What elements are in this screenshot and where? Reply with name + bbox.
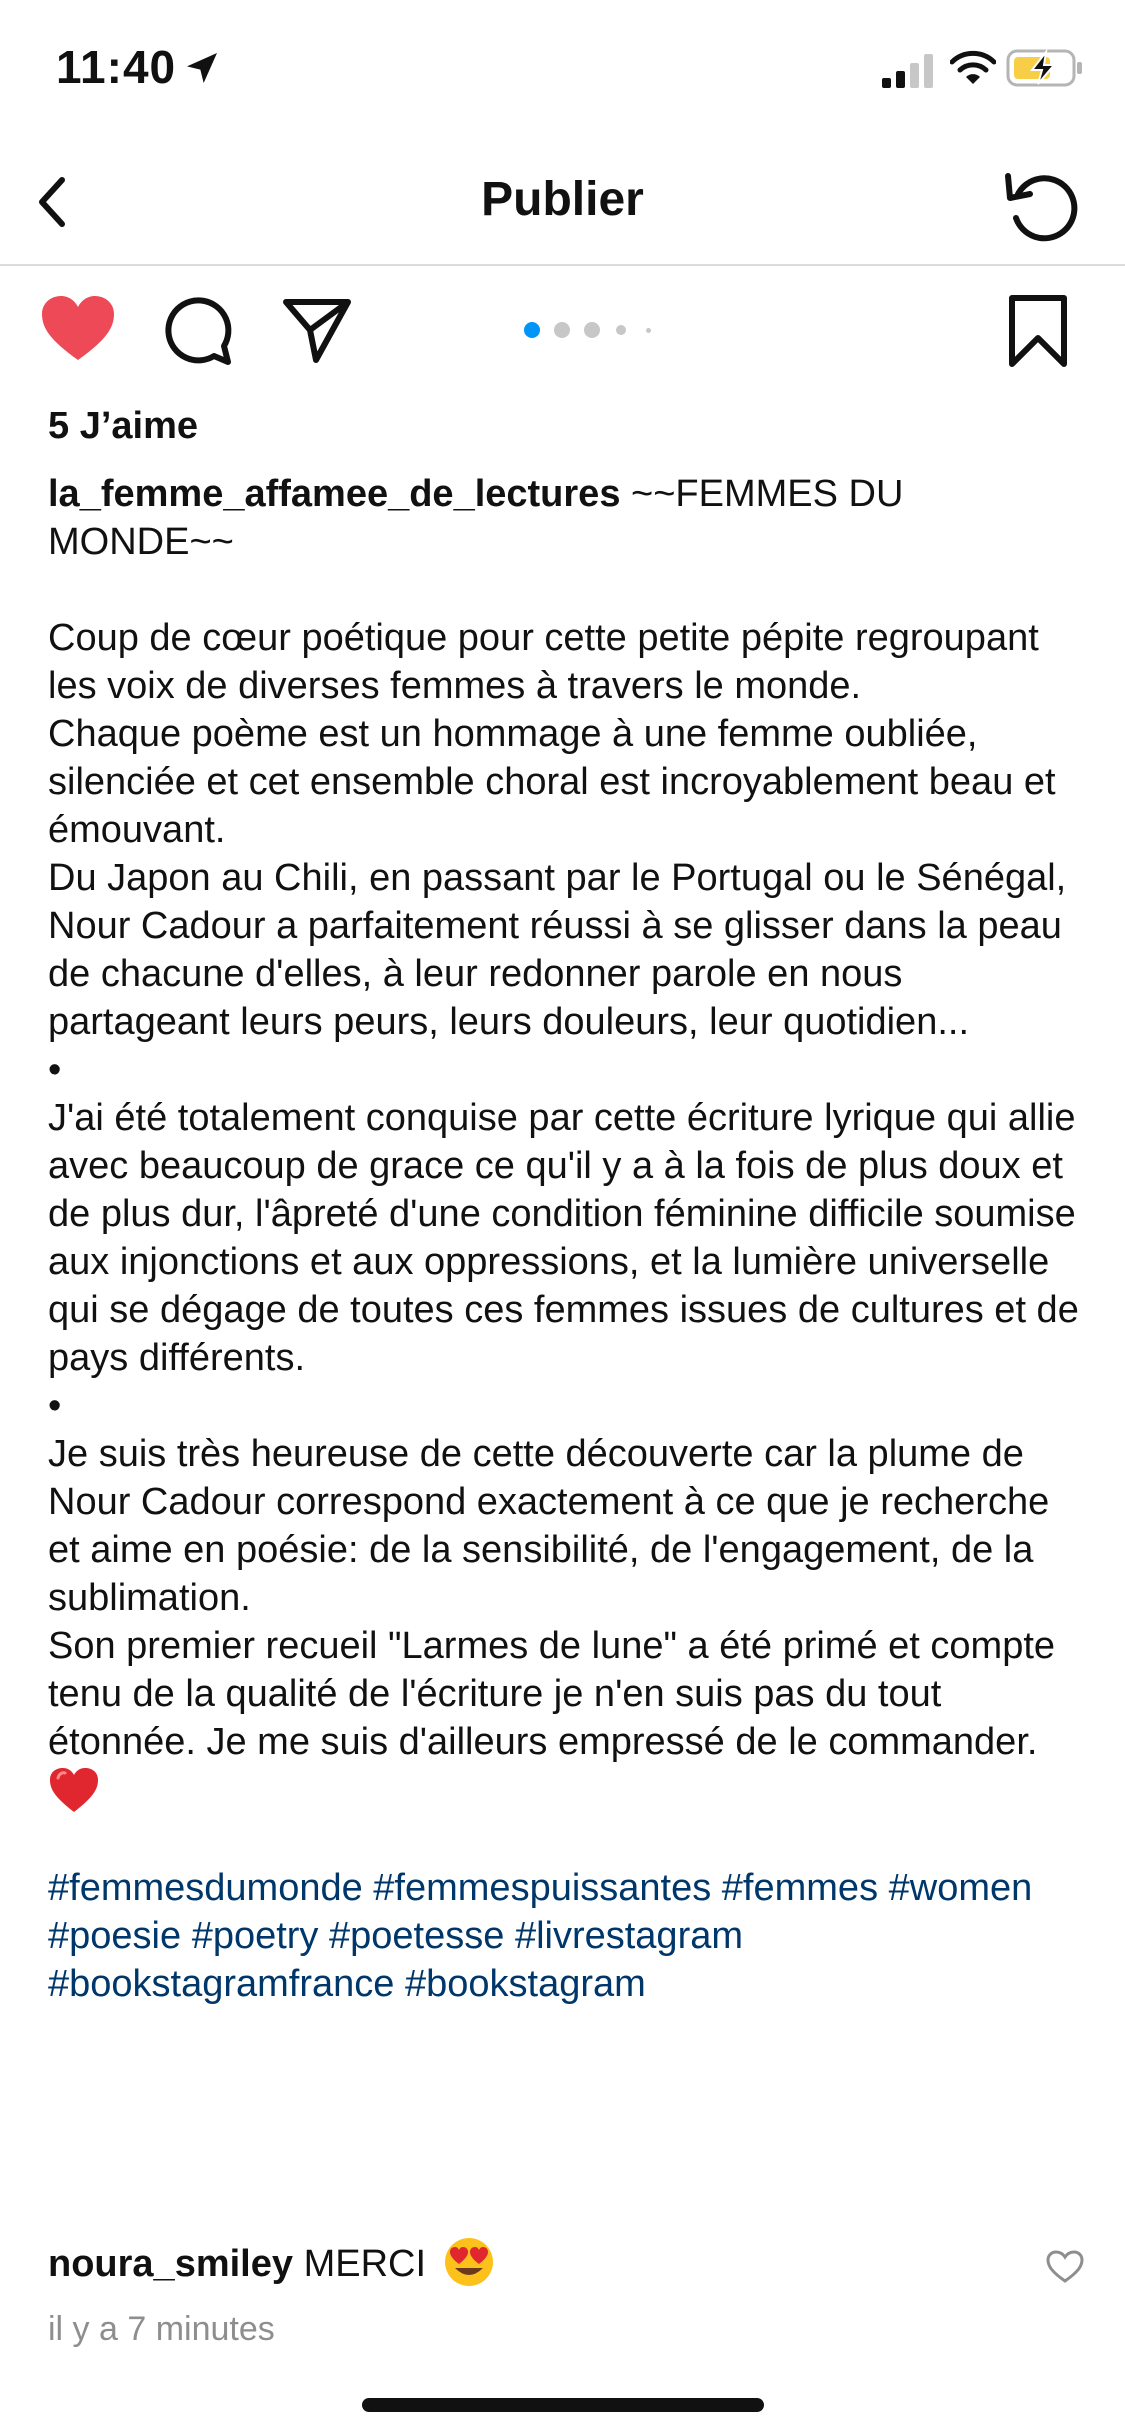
comment-icon[interactable] — [162, 294, 234, 366]
carousel-dot-active — [524, 322, 540, 338]
share-icon[interactable] — [280, 294, 352, 366]
caption-paragraph: Chaque poème est un hommage à une femme oubliée, silenciée et cet ensemble choral est incroyablement beau et émouvant. — [48, 713, 1056, 851]
refresh-button[interactable] — [996, 160, 1086, 250]
caption-paragraph: Coup de cœur poétique pour cette petite pépite regroupant les voix de diverses femmes à travers le monde. — [48, 617, 1039, 707]
bookmark-icon[interactable] — [1006, 294, 1070, 368]
carousel-dot — [554, 322, 570, 338]
post-caption — [48, 470, 1088, 2008]
hashtag-link[interactable]: #bookstagramfrance — [48, 1963, 395, 2005]
caption-title: ~~FEMMES DU MONDE~~ — [48, 473, 904, 563]
hashtag-link[interactable]: #poetry — [191, 1915, 319, 1957]
likes-count[interactable]: 5 J’aime — [48, 405, 198, 447]
caption-spacer — [48, 1816, 1088, 1864]
caption-paragraph: J'ai été totalement conquise par cette écriture lyrique qui allie avec beaucoup de grace ce qu'il y a à la fois de plus doux et de plus dur, l'âpreté d'une condition féminine difficile soumise aux injonctions et aux oppressions, et la lumière universelle qui se dégage de toutes ces femmes issues de cultures et de pays différents. — [48, 1097, 1079, 1379]
caption-paragraph-last — [48, 1622, 1088, 1816]
hashtag-link[interactable]: #bookstagram — [404, 1963, 646, 2005]
home-indicator[interactable] — [362, 2398, 764, 2412]
cellular-signal-icon — [880, 52, 936, 88]
carousel-dot — [616, 325, 626, 335]
comment-timestamp: il y a 7 minutes — [48, 2310, 275, 2348]
hashtag-list — [48, 1864, 1088, 2008]
hashtag-link[interactable]: #poesie — [48, 1915, 182, 1957]
comment-text: MERCI — [303, 2243, 427, 2285]
hashtag-link[interactable]: #femmespuissantes — [373, 1867, 712, 1909]
hashtag-link[interactable]: #femmesdumonde — [48, 1867, 363, 1909]
caption-paragraph-text: Son premier recueil "Larmes de lune" a été primé et compte tenu de la qualité de l'écriture je n'en suis pas du tout étonnée. Je me suis d'ailleurs empressé de le commander. — [48, 1625, 1056, 1763]
hashtag-link[interactable]: #women — [888, 1867, 1033, 1909]
caption-bullet: • — [48, 1385, 62, 1427]
status-bar — [0, 0, 1125, 140]
caption-bullet: • — [48, 1049, 62, 1091]
caption-header — [48, 470, 1088, 566]
carousel-indicator — [520, 320, 660, 340]
comment-username[interactable]: noura_smiley — [48, 2243, 293, 2285]
comment-item — [48, 2236, 495, 2289]
status-time: 11:40 — [56, 41, 177, 93]
heart-eyes-emoji-icon — [443, 2236, 495, 2288]
page-title: Publier — [481, 173, 644, 226]
caption-spacer — [48, 566, 1088, 614]
hashtag-link[interactable]: #poetesse — [329, 1915, 505, 1957]
location-arrow-icon — [182, 48, 222, 88]
red-heart-emoji-icon — [48, 1766, 100, 1814]
navigation-bar — [0, 140, 1125, 266]
hashtag-link[interactable]: #femmes — [721, 1867, 879, 1909]
post-action-row — [0, 264, 1125, 394]
wifi-icon — [950, 50, 996, 86]
carousel-dot — [646, 328, 651, 333]
battery-charging-icon — [1006, 48, 1084, 88]
carousel-dot — [584, 322, 600, 338]
like-heart-icon[interactable] — [40, 294, 116, 364]
comment-like-heart-icon[interactable] — [1046, 2250, 1084, 2284]
caption-username[interactable]: la_femme_affamee_de_lectures — [48, 473, 621, 515]
caption-paragraph: Du Japon au Chili, en passant par le Portugal ou le Sénégal, Nour Cadour a parfaitement réussi à se glisser dans la peau de chacune d'elles, à leur redonner parole en nous partageant leurs peurs, leurs douleurs, leur quotidien... — [48, 857, 1067, 1043]
hashtag-link[interactable]: #livrestagram — [514, 1915, 744, 1957]
caption-paragraph: Je suis très heureuse de cette découverte car la plume de Nour Cadour correspond exactement à ce que je recherche et aime en poésie: de la sensibilité, de l'engagement, de la sublimation. — [48, 1433, 1050, 1619]
